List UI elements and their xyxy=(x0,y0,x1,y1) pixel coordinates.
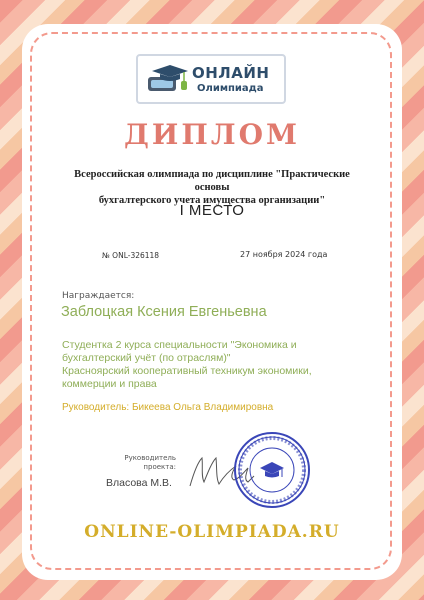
official-stamp xyxy=(232,430,312,510)
olympiad-logo xyxy=(136,54,286,104)
graduation-cap-icon xyxy=(146,63,188,95)
project-leader-label-line-2: проекта: xyxy=(143,463,176,471)
diploma-heading: ДИПЛОМ xyxy=(124,118,300,151)
logo-subtitle: Олимпиада xyxy=(197,83,264,94)
recipient-description xyxy=(62,339,362,391)
description-line-3: Красноярский кооперативный техникум экономики, xyxy=(62,365,312,377)
description-line-4: коммерции и права xyxy=(62,378,157,390)
project-leader-label-line-1: Руководитель xyxy=(124,454,176,462)
place-text: I МЕСТО xyxy=(179,202,245,219)
award-label: Награждается: xyxy=(62,291,135,301)
recipient-name: Заблоцкая Ксения Евгеньевна xyxy=(61,304,267,320)
teacher-leader: Руководитель: Бикеева Ольга Владимировна xyxy=(62,402,274,413)
logo-title: ОНЛАЙН xyxy=(192,64,270,82)
description-line-1: Студентка 2 курса специальности "Экономика и xyxy=(62,339,297,351)
website-url[interactable]: ONLINE-OLIMPIADA.RU xyxy=(84,522,340,542)
diploma-number: № ONL-326118 xyxy=(102,251,160,260)
project-leader-label xyxy=(104,454,176,472)
olympiad-title-line-1: Всероссийская олимпиада по дисциплине "Практические основы xyxy=(74,169,350,193)
olympiad-title-line-2: бухгалтерского учета имущества организации" xyxy=(98,195,326,206)
issue-date: 27 ноября 2024 года xyxy=(240,250,328,259)
project-leader-name: Власова М.В. xyxy=(106,477,172,489)
description-line-2: бухгалтерский учёт (по отраслям)" xyxy=(62,352,231,364)
